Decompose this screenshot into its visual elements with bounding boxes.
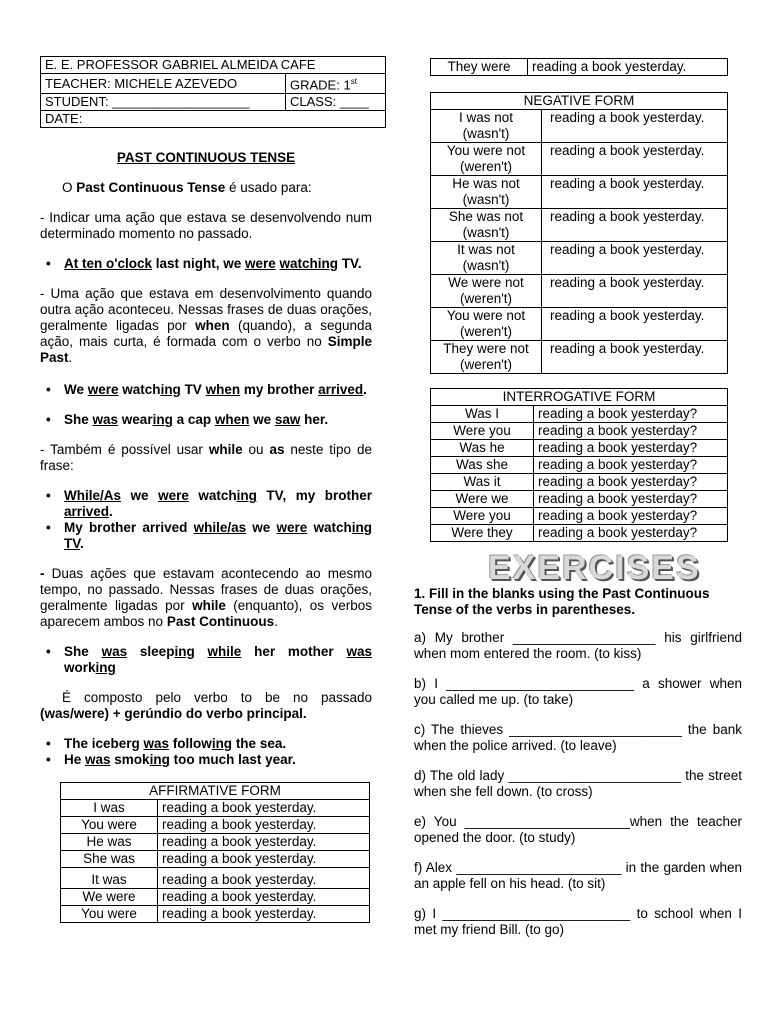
table-row: [431, 508, 728, 525]
table-row: [431, 406, 728, 423]
example-3: • She was wearing a cap when we saw her.: [40, 412, 372, 428]
table-cell: She was: [61, 851, 158, 868]
negative-contraction: (weren't): [459, 324, 513, 339]
negative-full: He was not: [452, 176, 520, 191]
example-4: • While/As we were watching TV, my brother arrived.: [40, 488, 372, 520]
table-row: [431, 474, 728, 491]
table-cell: Was it: [431, 474, 534, 491]
table-cell: [431, 242, 542, 275]
table-cell: reading a book yesterday.: [542, 275, 728, 308]
table-cell: reading a book yesterday.: [158, 834, 370, 851]
school-name: E. E. PROFESSOR GABRIEL ALMEIDA CAFE: [41, 57, 386, 74]
table-row: [431, 275, 728, 308]
table-row: [431, 209, 728, 242]
table-row: [61, 817, 370, 834]
negative-title: NEGATIVE FORM: [431, 93, 728, 110]
example-7: • The iceberg was following the sea.: [40, 736, 372, 752]
usage-3: - Também é possível usar while ou as neste tipo de frase:: [40, 442, 372, 474]
table-cell: reading a book yesterday?: [534, 440, 728, 457]
table-row: [431, 143, 728, 176]
table-cell: Was I: [431, 406, 534, 423]
exercise-item: g) I _________________________ to school when I met my friend Bill. (to go): [414, 906, 742, 937]
table-cell: reading a book yesterday.: [542, 242, 728, 275]
table-cell: reading a book yesterday.: [158, 906, 370, 923]
table-cell: Were we: [431, 491, 534, 508]
exercise-item: e) You ______________________when the teacher opened the door. (to study): [414, 814, 742, 845]
example-8: • He was smoking too much last year.: [40, 752, 372, 768]
negative-contraction: (wasn't): [462, 258, 510, 273]
table-cell: You were: [61, 817, 158, 834]
example-2: • We were watching TV when my brother arrived.: [40, 382, 372, 398]
table-cell: reading a book yesterday.: [158, 889, 370, 906]
negative-contraction: (wasn't): [462, 126, 510, 141]
negative-table: [430, 92, 728, 374]
example-5: • My brother arrived while/as we were watching TV.: [40, 520, 372, 552]
table-cell: reading a book yesterday.: [528, 59, 728, 76]
table-row: [61, 851, 370, 868]
table-cell: Were you: [431, 423, 534, 440]
negative-full: You were not: [446, 308, 526, 323]
table-cell: [431, 143, 542, 176]
table-cell: We were: [61, 889, 158, 906]
class-field: CLASS: ____: [286, 94, 386, 111]
negative-full: I was not: [458, 110, 514, 125]
table-cell: reading a book yesterday?: [534, 508, 728, 525]
negative-full: It was not: [457, 242, 515, 257]
table-cell: reading a book yesterday?: [534, 525, 728, 542]
table-cell: Were you: [431, 508, 534, 525]
negative-full: You were not: [446, 143, 526, 158]
negative-contraction: (weren't): [459, 291, 513, 306]
left-column: [40, 56, 372, 923]
right-column: [414, 58, 742, 952]
example-6: • She was sleeping while her mother was working: [40, 644, 372, 676]
affirmative-title: AFFIRMATIVE FORM: [61, 783, 370, 800]
negative-contraction: (weren't): [459, 357, 513, 372]
table-cell: Was he: [431, 440, 534, 457]
table-cell: reading a book yesterday.: [542, 176, 728, 209]
interrogative-title: INTERROGATIVE FORM: [431, 389, 728, 406]
table-cell: [431, 308, 542, 341]
negative-full: She was not: [448, 209, 524, 224]
table-row: [61, 834, 370, 851]
table-cell: Were they: [431, 525, 534, 542]
student-field: STUDENT: ___________________: [41, 94, 286, 111]
table-cell: reading a book yesterday.: [542, 143, 728, 176]
page-title: PAST CONTINUOUS TENSE: [116, 150, 296, 166]
table-row: [431, 110, 728, 143]
table-cell: [431, 209, 542, 242]
table-cell: reading a book yesterday.: [542, 341, 728, 374]
table-cell: reading a book yesterday.: [542, 308, 728, 341]
negative-contraction: (wasn't): [462, 192, 510, 207]
usage-2: - Uma ação que estava em desenvolvimento quando outra ação aconteceu. Nessas frases de duas orações, geralmente ligadas por when (quando), a segunda ação, mais curta, é formada com o verbo no Simple Past.: [40, 286, 372, 366]
table-cell: reading a book yesterday?: [534, 457, 728, 474]
affirmative-table: [60, 782, 370, 923]
table-cell: [431, 275, 542, 308]
table-row: [431, 242, 728, 275]
intro-text: O Past Continuous Tense é usado para:: [62, 180, 312, 196]
header-table: [40, 56, 386, 128]
usage-1: - Indicar uma ação que estava se desenvolvendo num determinado momento no passado.: [40, 210, 372, 242]
table-cell: They were: [431, 59, 528, 76]
table-cell: You were: [61, 906, 158, 923]
table-cell: reading a book yesterday.: [158, 868, 370, 889]
exercise-item: a) My brother ___________________ his girlfriend when mom entered the room. (to kiss): [414, 630, 742, 661]
table-cell: reading a book yesterday?: [534, 423, 728, 440]
affirmative-continued-table: [430, 58, 728, 76]
table-row: [431, 341, 728, 374]
grade-field: GRADE: 1st: [286, 74, 386, 94]
table-cell: reading a book yesterday.: [158, 817, 370, 834]
table-cell: [431, 176, 542, 209]
exercise-list: [414, 630, 742, 938]
table-row: [61, 906, 370, 923]
table-cell: He was: [61, 834, 158, 851]
negative-contraction: (weren't): [459, 159, 513, 174]
table-row: [431, 423, 728, 440]
exercise-item: f) Alex ______________________ in the garden when an apple fell on his head. (to sit): [414, 860, 742, 891]
exercise-item: c) The thieves _______________________ the bank when the police arrived. (to leave): [414, 722, 742, 753]
table-row: [431, 457, 728, 474]
table-cell: reading a book yesterday?: [534, 491, 728, 508]
table-row: [61, 868, 370, 889]
negative-full: We were not: [448, 275, 524, 290]
table-cell: reading a book yesterday.: [158, 800, 370, 817]
table-cell: reading a book yesterday.: [542, 209, 728, 242]
table-cell: I was: [61, 800, 158, 817]
exercise-item: b) I _________________________ a shower when you called me up. (to take): [414, 676, 742, 707]
table-cell: reading a book yesterday?: [534, 406, 728, 423]
exercise-question: 1. Fill in the blanks using the Past Continuous Tense of the verbs in parentheses.: [414, 586, 710, 617]
table-cell: [431, 341, 542, 374]
interrogative-table: [430, 388, 728, 542]
exercise-item: d) The old lady _______________________ the street when she fell down. (to cross): [414, 768, 742, 799]
table-row: [431, 176, 728, 209]
table-row: [431, 525, 728, 542]
exercises-heading: EXERCISES: [488, 549, 701, 587]
table-row: [61, 889, 370, 906]
teacher-field: TEACHER: MICHELE AZEVEDO: [41, 74, 286, 94]
usage-5: É composto pelo verbo to be no passado (was/were) + gerúndio do verbo principal.: [40, 690, 372, 722]
example-1: • At ten o'clock last night, we were watching TV.: [40, 256, 372, 272]
table-cell: reading a book yesterday.: [542, 110, 728, 143]
table-cell: reading a book yesterday?: [534, 474, 728, 491]
negative-contraction: (wasn't): [462, 225, 510, 240]
table-cell: [431, 110, 542, 143]
table-row: [431, 440, 728, 457]
date-field: DATE:: [41, 111, 386, 128]
table-row: [61, 800, 370, 817]
table-row: [431, 491, 728, 508]
table-row: [431, 308, 728, 341]
usage-4: - Duas ações que estavam acontecendo ao mesmo tempo, no passado. Nessas frases de duas orações, geralmente ligadas por while (enquanto), os verbos aparecem ambos no Past Continuous.: [40, 566, 372, 630]
table-cell: It was: [61, 868, 158, 889]
table-cell: reading a book yesterday.: [158, 851, 370, 868]
table-cell: Was she: [431, 457, 534, 474]
negative-full: They were not: [443, 341, 529, 356]
